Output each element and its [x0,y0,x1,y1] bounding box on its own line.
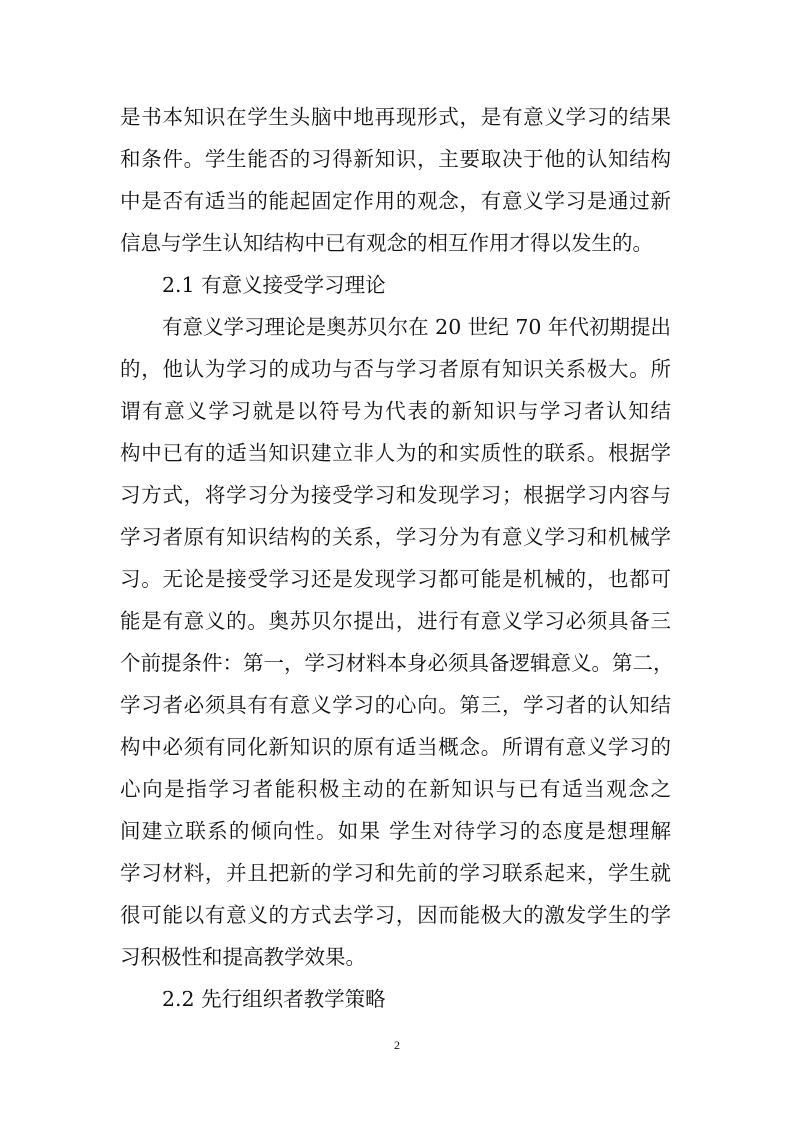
paragraph-2-line-11: 构中必须有同化新知识的原有适当概念。所谓有意义学习的 [120,735,671,759]
paragraph-1-line-2: 和条件。学生能否的习得新知识，主要取决于他的认知结构 [120,147,671,171]
paragraph-1-line-3: 中是否有适当的能起固定作用的观念，有意义学习是通过新 [120,189,671,213]
paragraph-2-line-3: 谓有意义学习就是以符号为代表的新知识与学习者认知结 [120,399,671,423]
paragraph-2-line-1: 有意义学习理论是奥苏贝尔在 20 世纪 70 年代初期提出 [162,315,671,339]
paragraph-2-line-15: 很可能以有意义的方式去学习，因而能极大的激发学生的学 [120,903,671,927]
paragraph-2-line-7: 习。无论是接受学习还是发现学习都可能是机械的，也都可 [120,567,671,591]
paragraph-1-line-4: 信息与学生认知结构中已有观念的相互作用才得以发生的。 [120,231,653,255]
paragraph-2-line-5: 习方式，将学习分为接受学习和发现学习；根据学习内容与 [120,483,671,507]
paragraph-2-line-6: 学习者原有知识结构的关系，学习分为有意义学习和机械学 [120,525,671,549]
paragraph-2-line-16: 习积极性和提高教学效果。 [120,945,366,969]
paragraph-2-line-9: 个前提条件：第一，学习材料本身必须具备逻辑意义。第二， [120,651,674,675]
paragraph-2-line-12: 心向是指学习者能积极主动的在新知识与已有适当观念之 [120,777,671,801]
paragraph-2-line-8: 能是有意义的。奥苏贝尔提出，进行有意义学习必须具备三 [120,609,671,633]
paragraph-2-line-4: 构中已有的适当知识建立非人为的和实质性的联系。根据学 [120,441,671,465]
section-heading-2-2: 2.2 先行组织者教学策略 [162,987,386,1011]
paragraph-2-line-10: 学习者必须具有有意义学习的心向。第三，学习者的认知结 [120,693,671,717]
paragraph-2-line-13: 间建立联系的倾向性。如果 学生对待学习的态度是想理解 [120,819,671,843]
section-heading-2-1: 2.1 有意义接受学习理论 [162,273,386,297]
paragraph-2-line-14: 学习材料，并且把新的学习和先前的学习联系起来，学生就 [120,861,671,885]
page-number: 2 [394,1038,400,1052]
paragraph-1-line-1: 是书本知识在学生头脑中地再现形式，是有意义学习的结果 [120,105,671,129]
paragraph-2-line-2: 的，他认为学习的成功与否与学习者原有知识关系极大。所 [120,357,671,381]
